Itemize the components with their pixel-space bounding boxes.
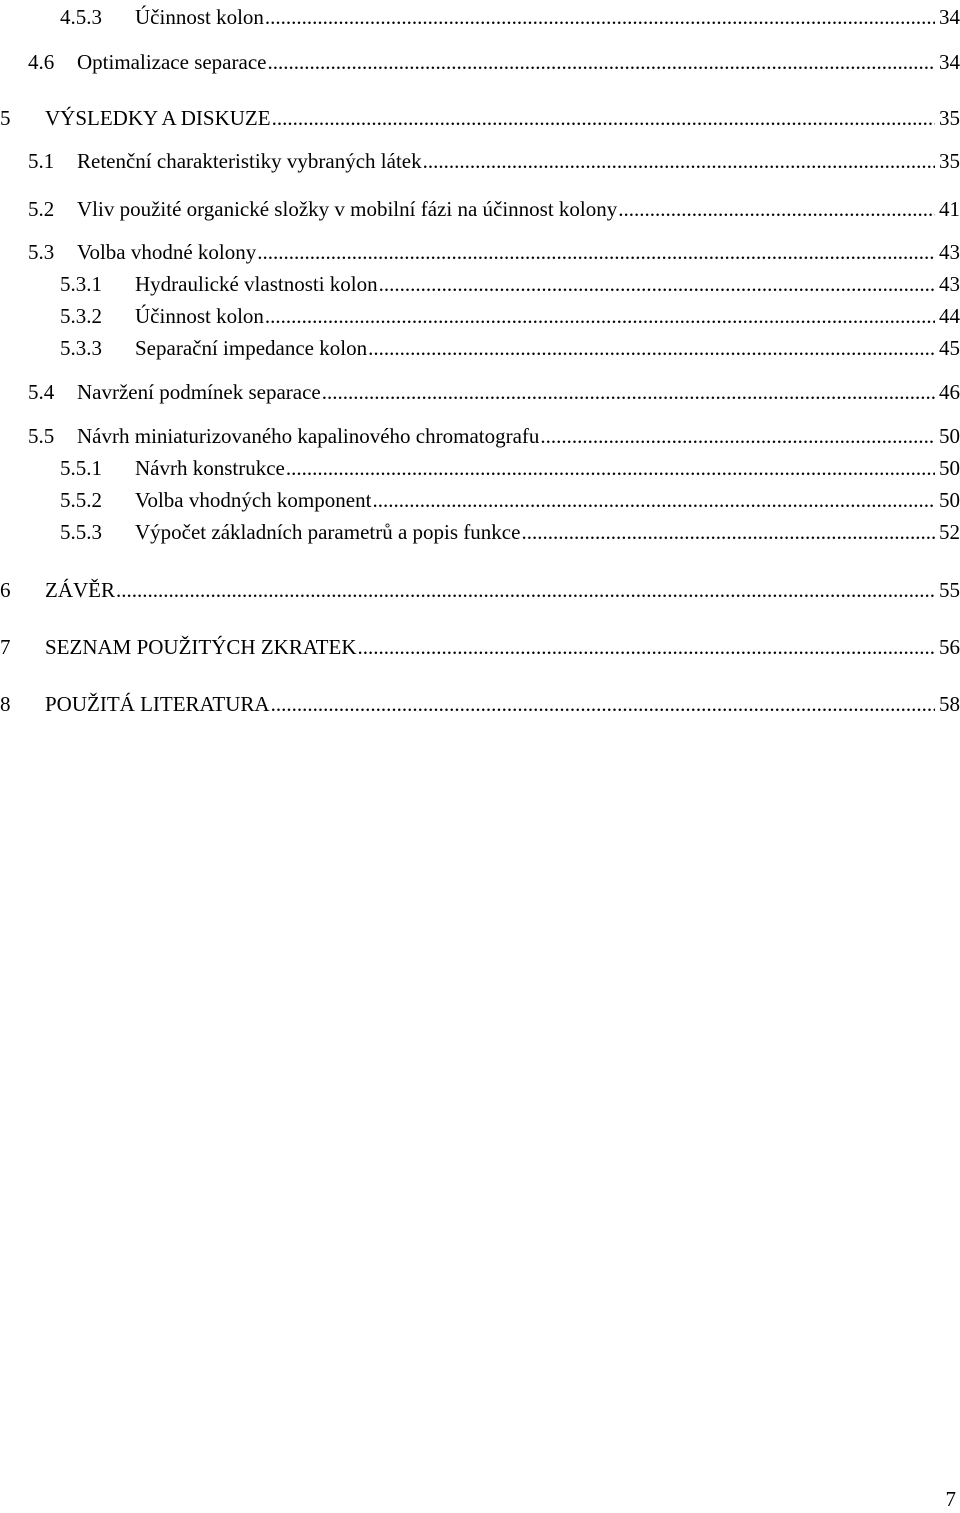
toc-dot-leader <box>265 301 935 331</box>
toc-entry-page: 50 <box>935 421 960 451</box>
toc-entry-title: Volba vhodných komponent <box>135 485 372 515</box>
toc-entry[interactable] <box>28 421 960 451</box>
toc-entry[interactable] <box>60 453 960 483</box>
toc-entry-title: Návrh miniaturizovaného kapalinového chromatografu <box>77 421 540 451</box>
toc-entry[interactable] <box>60 2 960 32</box>
toc-entry-number: 5.5.3 <box>60 520 102 544</box>
toc-dot-leader <box>286 453 935 483</box>
toc-entry-title: Optimalizace separace <box>77 47 267 77</box>
toc-entry-number: 5.2 <box>28 197 55 221</box>
toc-entry-page: 56 <box>935 632 960 662</box>
toc-dot-leader <box>423 146 935 176</box>
toc-entry-title: Výpočet základních parametrů a popis funkce <box>135 517 521 547</box>
toc-entry[interactable] <box>60 485 960 515</box>
toc-entry-number: 7 <box>0 635 11 659</box>
toc-dot-leader <box>116 575 935 605</box>
toc-dot-leader <box>358 632 936 662</box>
toc-entry[interactable] <box>60 333 960 363</box>
toc-dot-leader <box>372 485 935 515</box>
toc-entry-title: Návrh konstrukce <box>135 453 286 483</box>
toc-entry[interactable] <box>60 269 960 299</box>
toc-entry-number: 5 <box>0 106 11 130</box>
toc-entry-page: 43 <box>935 237 960 267</box>
toc-entry-page: 55 <box>935 575 960 605</box>
toc-dot-leader <box>265 2 935 32</box>
toc-entry-number: 5.5.1 <box>60 456 102 480</box>
toc-dot-leader <box>267 47 935 77</box>
toc-entry-page: 45 <box>935 333 960 363</box>
toc-entry-page: 46 <box>935 377 960 407</box>
toc-dot-leader <box>618 194 935 224</box>
toc-dot-leader <box>521 517 935 547</box>
toc-entry[interactable] <box>0 103 960 133</box>
toc-entry-title: Volba vhodné kolony <box>77 237 257 267</box>
toc-entry-number: 5.3 <box>28 240 55 264</box>
toc-entry-title: Účinnost kolon <box>135 301 265 331</box>
toc-entry-number: 5.4 <box>28 380 55 404</box>
toc-entry-number: 5.5 <box>28 424 55 448</box>
toc-entry[interactable] <box>28 377 960 407</box>
toc-entry[interactable] <box>60 301 960 331</box>
toc-dot-leader <box>271 689 935 719</box>
toc-dot-leader <box>272 103 935 133</box>
toc-entry-number: 5.3.3 <box>60 336 102 360</box>
toc-entry-number: 5.5.2 <box>60 488 102 512</box>
toc-entry-number: 5.3.1 <box>60 272 102 296</box>
toc-entry-page: 43 <box>935 269 960 299</box>
toc-entry[interactable] <box>60 517 960 547</box>
toc-entry[interactable] <box>0 632 960 662</box>
toc-dot-leader <box>379 269 935 299</box>
toc-entry[interactable] <box>28 146 960 176</box>
toc-entry-number: 5.3.2 <box>60 304 102 328</box>
toc-dot-leader <box>368 333 935 363</box>
toc-entry-title: Navržení podmínek separace <box>77 377 322 407</box>
toc-entry-title: Účinnost kolon <box>135 2 265 32</box>
page-number: 7 <box>945 1487 956 1511</box>
toc-entry-page: 34 <box>935 2 960 32</box>
toc-entry-page: 41 <box>935 194 960 224</box>
toc-entry-number: 5.1 <box>28 149 55 173</box>
toc-entry-page: 58 <box>935 689 960 719</box>
toc-entry-title: SEZNAM POUŽITÝCH ZKRATEK <box>45 632 358 662</box>
toc-entry-title: ZÁVĚR <box>45 575 116 605</box>
toc-entry-number: 8 <box>0 692 11 716</box>
toc-entry-number: 4.6 <box>28 50 55 74</box>
toc-entry-title: Retenční charakteristiky vybraných látek <box>77 146 423 176</box>
toc-entry-page: 34 <box>935 47 960 77</box>
toc-entry[interactable] <box>28 47 960 77</box>
toc-entry[interactable] <box>28 237 960 267</box>
toc-entry-page: 50 <box>935 453 960 483</box>
toc-entry-number: 6 <box>0 578 11 602</box>
toc-entry-page: 35 <box>935 146 960 176</box>
toc-entry-page: 44 <box>935 301 960 331</box>
toc-entry-title: Separační impedance kolon <box>135 333 368 363</box>
toc-dot-leader <box>322 377 935 407</box>
toc-entry-page: 35 <box>935 103 960 133</box>
toc-entry-page: 52 <box>935 517 960 547</box>
toc-entry-title: POUŽITÁ LITERATURA <box>45 689 271 719</box>
toc-dot-leader <box>257 237 935 267</box>
toc-entry-title: VÝSLEDKY A DISKUZE <box>45 103 272 133</box>
toc-entry-page: 50 <box>935 485 960 515</box>
toc-entry[interactable] <box>28 194 960 224</box>
toc-entry[interactable] <box>0 575 960 605</box>
toc-entry[interactable] <box>0 689 960 719</box>
toc-dot-leader <box>540 421 935 451</box>
toc-entry-number: 4.5.3 <box>60 5 102 29</box>
toc-entry-title: Hydraulické vlastnosti kolon <box>135 269 379 299</box>
toc-entry-title: Vliv použité organické složky v mobilní fázi na účinnost kolony <box>77 194 618 224</box>
